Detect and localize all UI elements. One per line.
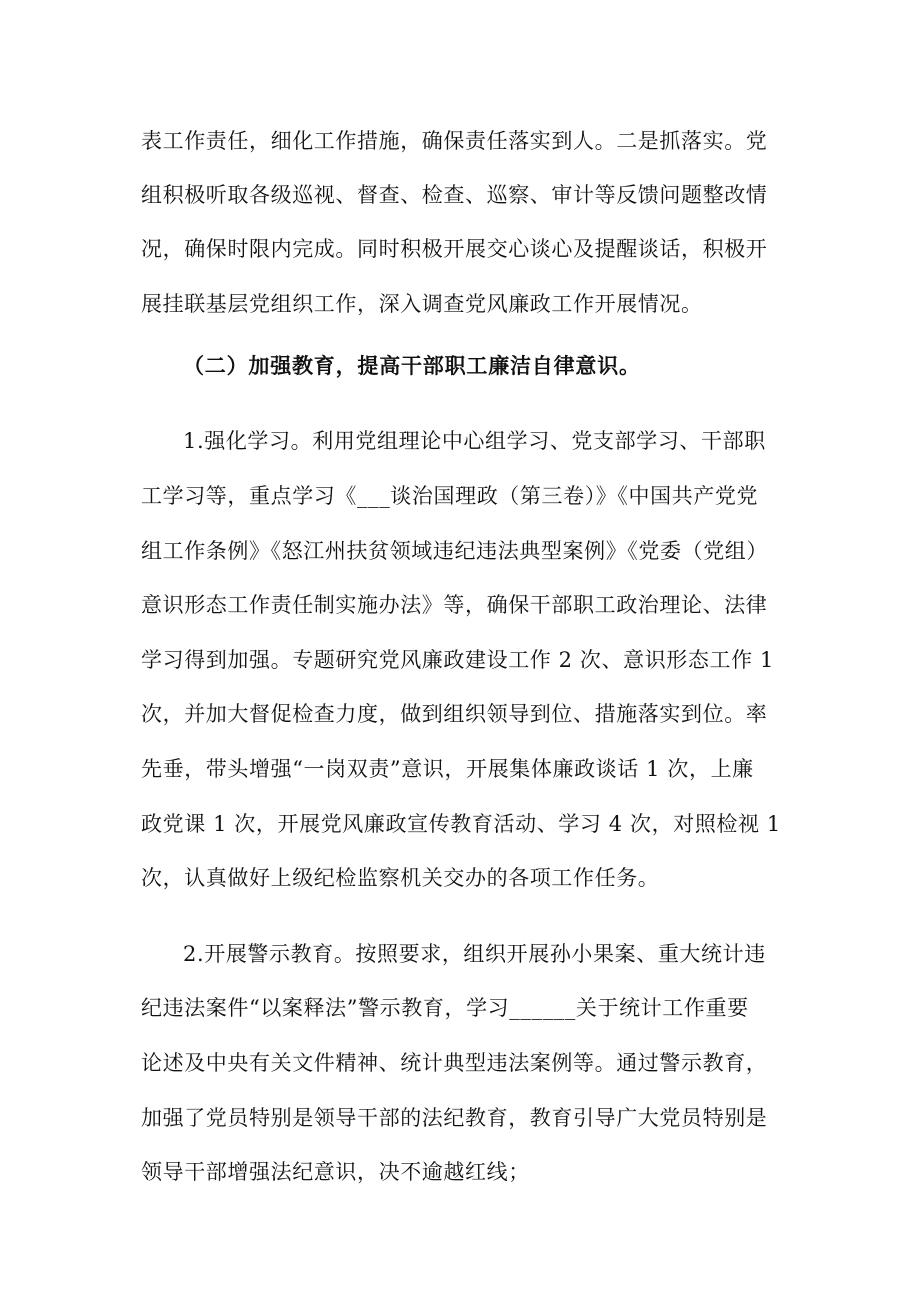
paragraph-line: 纪违法案件“以案释法”警示教育，学习______关于统计工作重要	[141, 996, 749, 1020]
paragraph-line: 组工作条例》《怒江州扶贫领域违纪违法典型案例》《党委（党组）	[141, 539, 768, 563]
paragraph-line: 领导干部增强法纪意识，决不逾越红线；	[141, 1160, 530, 1184]
paragraph-line: 次，认真做好上级纪检监察机关交办的各项工作任务。	[141, 866, 660, 890]
paragraph-line: 况，确保时限内完成。同时积极开展交心谈心及提醒谈话，积极开	[141, 237, 768, 261]
paragraph-line: 意识形态工作责任制实施办法》等，确保干部职工政治理论、法律	[141, 593, 768, 617]
paragraph-line: 展挂联基层党组织工作，深入调查党风廉政工作开展情况。	[141, 292, 703, 316]
paragraph-line: 次，并加大督促检查力度，做到组织领导到位、措施落实到位。率	[141, 702, 768, 726]
paragraph-line: 表工作责任，细化工作措施，确保责任落实到人。二是抓落实。党	[141, 129, 768, 153]
section-heading: （二）加强教育，提高干部职工廉洁自律意识。	[183, 353, 641, 378]
paragraph-line: 组积极听取各级巡视、督查、检查、巡察、审计等反馈问题整改情	[141, 183, 768, 207]
paragraph-line: 1.强化学习。利用党组理论中心组学习、党支部学习、干部职	[183, 429, 766, 453]
paragraph-line: 工学习等，重点学习《___谈治国理政（第三卷）》《中国共产党党	[141, 484, 759, 508]
paragraph-line: 政党课 1 次，开展党风廉政宣传教育活动、学习 4 次，对照检视 1	[141, 812, 781, 836]
paragraph-line: 先垂，带头增强“一岗双责”意识，开展集体廉政谈话 1 次，上廉	[141, 757, 754, 781]
paragraph-line: 论述及中央有关文件精神、统计典型违法案例等。通过警示教育，	[141, 1051, 768, 1075]
paragraph-line: 学习得到加强。专题研究党风廉政建设工作 2 次、意识形态工作 1	[141, 648, 774, 672]
paragraph-line: 2.开展警示教育。按照要求，组织开展孙小果案、重大统计违	[183, 942, 766, 966]
paragraph-line: 加强了党员特别是领导干部的法纪教育，教育引导广大党员特别是	[141, 1106, 768, 1130]
